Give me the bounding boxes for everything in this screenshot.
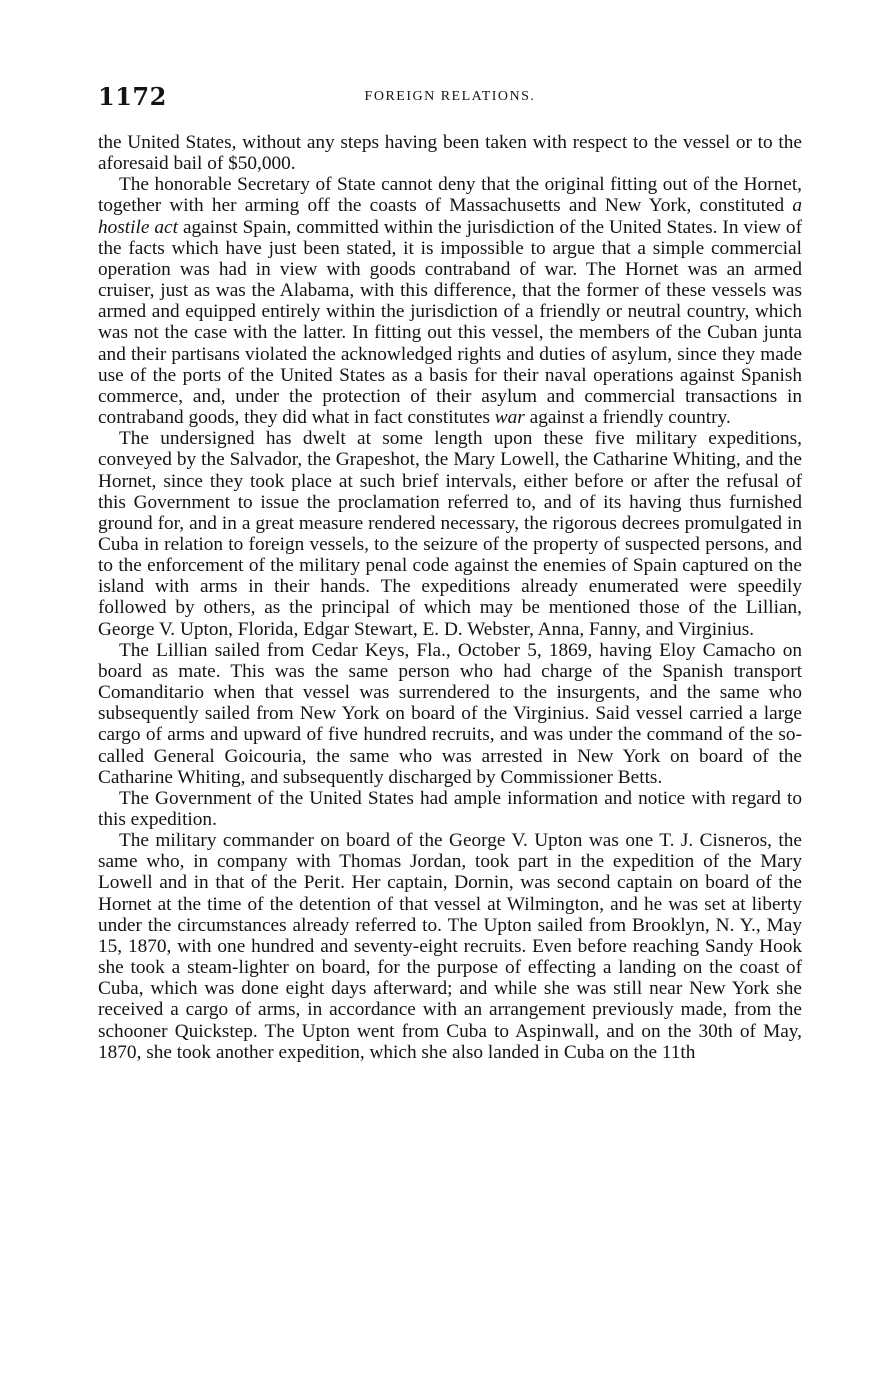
paragraph-hornet-part-c: against Spain, committed within the jurisdiction of the United States. In view of the facts which have just been stated, it is impossible to argue that a simple commercial operation was had in view with goods contraband of war. The Hornet was an armed cruiser, just as was the Alabama, with this difference, that the former of these vessels was armed and equipped entirely within the jurisdiction of a friendly or neutral country, which was not the case with the latter. In fitting out this vessel, the members of the Cuban junta and their partisans violated the acknowledged rights and duties of asylum, since they made use of the ports of the United States as a basis for their naval operations against Spanish commerce, and, under the protection of their asylum and commercial transactions in contraband goods, they did what in fact constitutes	[98, 216, 802, 429]
page-header	[98, 82, 802, 122]
paragraph-expeditions: The undersigned has dwelt at some length upon these five military expeditions, conveyed by the Salvador, the Grapeshot, the Mary Lowell, the Catharine Whiting, and the Hornet, since they took place at such brief intervals, either before or after the refusal of this Government to issue the proclamation referred to, and of its having thus furnished ground for, and in a great measure rendered necessary, the rigorous decrees promulgated in Cuba in relation to foreign vessels, to the seizure of the property of suspected persons, and to the enforcement of the military penal code against the enemies of Spain captured on the island with arms in their hands. The expeditions already enumerated were speedily followed by others, as the principal of which may be mentioned those of the Lillian, George V. Upton, Florida, Edgar Stewart, E. D. Webster, Anna, Fanny, and Virginius.	[98, 428, 802, 640]
paragraph-hornet	[98, 174, 802, 428]
paragraph-government-notice: The Government of the United States had ample information and notice with regard to this expedition.	[98, 787, 802, 830]
paragraph-hornet-part-a: The honorable Secretary of State cannot deny that the original fitting out of the Hornet, together with her arming off the coasts of Massachusetts and New York, constituted	[98, 174, 802, 217]
document-page	[98, 82, 802, 1063]
paragraph-hornet-part-e: against a friendly country.	[524, 407, 731, 429]
page-number: 1172	[98, 82, 167, 111]
italic-hostile-act: a hostile act	[98, 195, 802, 238]
body-text	[98, 132, 802, 1063]
paragraph-continuation: the United States, without any steps having been taken with respect to the vessel or to the aforesaid bail of $50,000.	[98, 132, 802, 175]
paragraph-upton: The military commander on board of the George V. Upton was one T. J. Cisneros, the same who, in company with Thomas Jordan, took part in the expedition of the Mary Lowell and in that of the Perit. Her captain, Dornin, was second captain on board of the Hornet at the time of the detention of that vessel at Wilmington, and he was set at liberty under the circumstances already referred to. The Upton sailed from Brooklyn, N. Y., May 15, 1870, with one hundred and seventy-eight recruits. Even before reaching Sandy Hook she took a steam-lighter on board, for the purpose of effecting a landing on the coast of Cuba, which was done eight days afterward; and while she was still near New York she received a cargo of arms, in accordance with an arrangement previously made, from the schooner Quickstep. The Upton went from Cuba to Aspinwall, and on the 30th of May, 1870, she took another expedition, which she also landed in Cuba on the 11th	[98, 830, 802, 1063]
italic-war: war	[494, 407, 525, 429]
paragraph-lillian: The Lillian sailed from Cedar Keys, Fla., October 5, 1869, having Eloy Camacho on board as mate. This was the same person who had charge of the Spanish transport Comanditario when that vessel was surrendered to the insurgents, and the same who subsequently sailed from New York on board of the Virginius. Said vessel carried a large cargo of arms and upward of five hundred recruits, and was under the command of the so-called General Goicouria, the same who was arrested in New York on board of the Catharine Whiting, and subsequently discharged by Commissioner Betts.	[98, 639, 802, 788]
running-head: FOREIGN RELATIONS.	[364, 89, 536, 104]
